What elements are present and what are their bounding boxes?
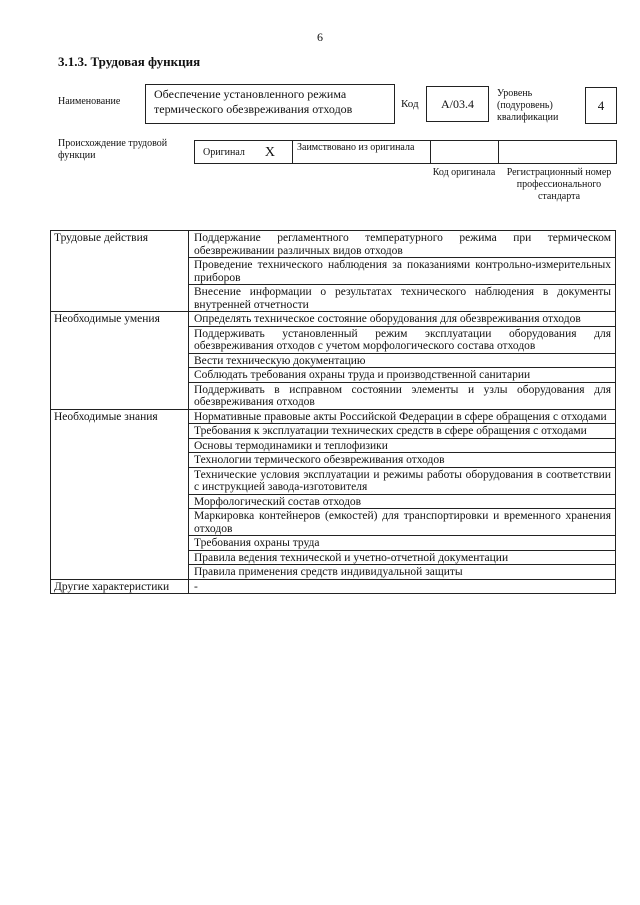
knowledge-item: Морфологический состав отходов bbox=[189, 494, 616, 509]
skill-item: Поддерживать в исправном состоянии элементы и узлы оборудования для обезвреживания отходов bbox=[189, 382, 616, 409]
skill-item: Вести техническую документацию bbox=[189, 353, 616, 368]
knowledge-item: Правила применения средств индивидуальной защиты bbox=[189, 565, 616, 580]
labor-action-item: Проведение технического наблюдения за показаниями контрольно-измерительных приборов bbox=[189, 258, 616, 285]
code-label: Код bbox=[401, 98, 419, 110]
origin-label: Происхождение трудовой функции bbox=[58, 138, 168, 161]
section-title: 3.1.3. Трудовая функция bbox=[58, 54, 201, 69]
skill-item: Определять техническое состояние оборудования для обезвреживания отходов bbox=[189, 312, 616, 327]
original-mark: X bbox=[264, 144, 276, 160]
knowledge-item: Технологии термического обезвреживания отходов bbox=[189, 453, 616, 468]
original-cell bbox=[195, 141, 293, 163]
original-code-cell bbox=[431, 141, 499, 163]
other-characteristics-value: - bbox=[189, 579, 616, 594]
level-label: Уровень (подуровень) квалификации bbox=[497, 88, 559, 123]
knowledge-item: Маркировка контейнеров (емкостей) для транспортировки и временного хранения отходов bbox=[189, 509, 616, 536]
table-row bbox=[51, 579, 616, 594]
function-table bbox=[50, 230, 616, 594]
skills-label: Необходимые умения bbox=[51, 312, 189, 410]
code-box bbox=[426, 86, 489, 122]
skill-item: Соблюдать требования охраны труда и производственной санитарии bbox=[189, 368, 616, 383]
function-name-box bbox=[145, 84, 395, 124]
table-row bbox=[51, 409, 616, 424]
original-code-caption: Код оригинала bbox=[432, 167, 496, 178]
page-number: 6 bbox=[317, 30, 323, 44]
level-value: 4 bbox=[597, 97, 605, 113]
table-row bbox=[51, 231, 616, 258]
knowledge-item: Технические условия эксплуатации и режимы работы оборудования в соответствии с инструкцией завода-изготовителя bbox=[189, 467, 616, 494]
labor-action-item: Поддержание регламентного температурного режима при термическом обезвреживании различных видов отходов bbox=[189, 231, 616, 258]
name-label: Наименование bbox=[58, 96, 121, 107]
code-value: А/03.4 bbox=[441, 96, 474, 111]
borrowed-cell bbox=[293, 141, 431, 163]
origin-row bbox=[194, 140, 617, 164]
knowledge-item: Требования к эксплуатации технических средств в сфере обращения с отходами bbox=[189, 424, 616, 439]
knowledge-item: Нормативные правовые акты Российской Федерации в сфере обращения с отходами bbox=[189, 409, 616, 424]
borrowed-label: Заимствовано из оригинала bbox=[297, 142, 415, 153]
labor-actions-label: Трудовые действия bbox=[51, 231, 189, 312]
level-box bbox=[585, 87, 617, 124]
knowledge-item: Требования охраны труда bbox=[189, 536, 616, 551]
knowledge-item: Правила ведения технической и учетно-отчетной документации bbox=[189, 550, 616, 565]
reg-number-caption: Регистрационный номер профессионального стандарта bbox=[506, 167, 612, 202]
knowledge-item: Основы термодинамики и теплофизики bbox=[189, 438, 616, 453]
other-characteristics-label: Другие характеристики bbox=[51, 579, 189, 594]
reg-number-cell bbox=[499, 141, 616, 163]
table-row bbox=[51, 312, 616, 327]
skill-item: Поддерживать установленный режим эксплуатации оборудования для обезвреживания отходов с учетом морфологического состава отходов bbox=[189, 326, 616, 353]
original-label: Оригинал bbox=[203, 146, 245, 158]
labor-action-item: Внесение информации о результатах технического наблюдения в документы внутренней отчетности bbox=[189, 285, 616, 312]
knowledge-label: Необходимые знания bbox=[51, 409, 189, 579]
function-name-value: Обеспечение установленного режима термического обезвреживания отходов bbox=[154, 87, 353, 116]
